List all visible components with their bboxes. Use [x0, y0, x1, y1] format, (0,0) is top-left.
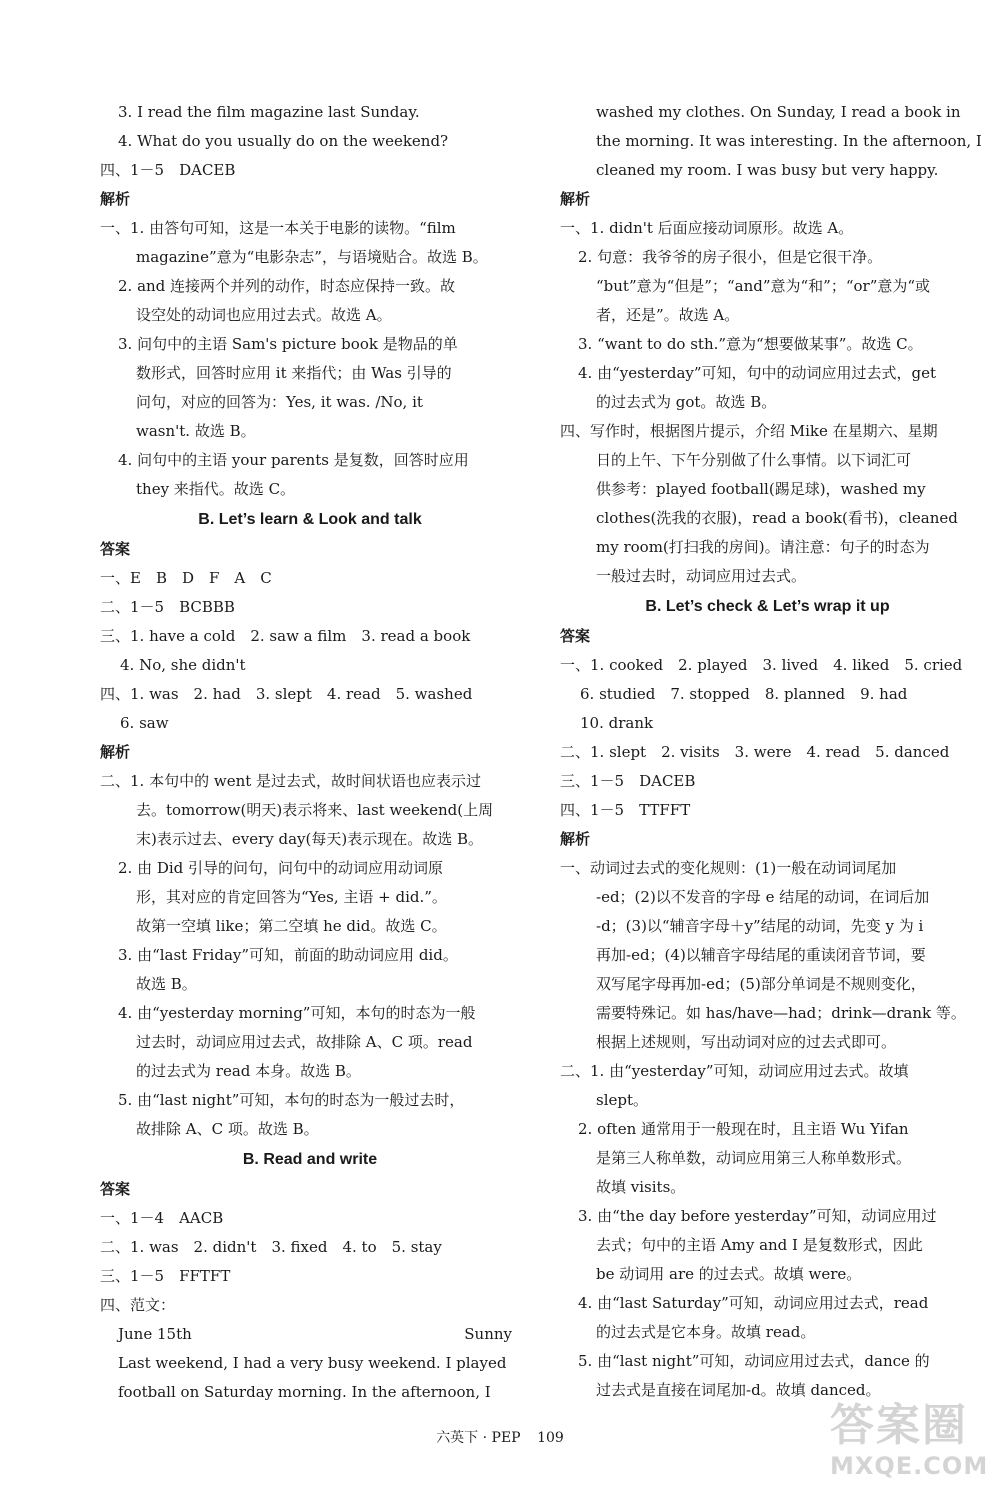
text-line: 故排除 A、C 项。故选 B。: [136, 1120, 319, 1138]
text-line: 5. 由“last night”可知，动词应用过去式，dance 的: [578, 1352, 930, 1370]
text-line: 形，其对应的肯定回答为“Yes, 主语 + did.”。: [136, 888, 447, 906]
text-line: 2. often 通常用于一般现在时，且主语 Wu Yifan: [578, 1120, 909, 1138]
analysis-heading: 解析: [100, 190, 131, 208]
left-column: [100, 98, 520, 1407]
text-line: 过去式是直接在词尾加-d。故填 danced。: [596, 1381, 881, 1399]
text-line: they 来指代。故选 C。: [136, 480, 296, 498]
essay-line: football on Saturday morning. In the afternoon, I: [118, 1383, 491, 1401]
right-column: [560, 98, 982, 1405]
analysis-heading: 解析: [560, 190, 591, 208]
text-line: 二、1. 由“yesterday”可知，动词应用过去式。故填: [560, 1062, 909, 1080]
answer-line: 三、1－5 DACEB: [560, 772, 696, 790]
text-line: 再加-ed；(4)以辅音字母结尾的重读闭音节词，要: [596, 946, 926, 964]
section-title: B. Read and write: [242, 1151, 378, 1168]
answer-line: 二、1. was 2. didn't 3. fixed 4. to 5. stay: [100, 1238, 442, 1256]
text-line: 故第一空填 like；第二空填 he did。故选 C。: [136, 917, 447, 935]
essay-line: the morning. It was interesting. In the afternoon, I: [596, 132, 982, 150]
text-line: 是第三人称单数，动词应用第三人称单数形式。: [596, 1149, 912, 1167]
text-line: 故填 visits。: [596, 1178, 686, 1196]
answer-line: 四、1－5 TTFFT: [560, 801, 691, 819]
answer-line: 二、1. slept 2. visits 3. were 4. read 5. danced: [560, 743, 950, 761]
text-line: 数形式，回答时应用 it 来指代；由 Was 引导的: [136, 364, 452, 382]
section-title: B. Let’s check & Let’s wrap it up: [645, 598, 890, 615]
essay-line: Last weekend, I had a very busy weekend. I played: [118, 1354, 507, 1372]
text-line: 3. 问句中的主语 Sam's picture book 是物品的单: [118, 335, 458, 353]
text-line: magazine”意为“电影杂志”，与语境贴合。故选 B。: [136, 248, 488, 266]
text-line: 二、1. 本句中的 went 是过去式，故时间状语也应表示过: [100, 772, 482, 790]
answer-line: 10. drank: [580, 714, 654, 732]
answer-line: 一、1. cooked 2. played 3. lived 4. liked 5. cried: [560, 656, 963, 674]
essay-weather: Sunny: [464, 1325, 512, 1343]
text-line: 4. What do you usually do on the weekend?: [118, 132, 449, 150]
text-line: 2. and 连接两个并列的动作，时态应保持一致。故: [118, 277, 456, 295]
text-line: 4. 由“last Saturday”可知，动词应用过去式，read: [578, 1294, 929, 1312]
text-line: 4. 由“yesterday morning”可知，本句的时态为一般: [118, 1004, 476, 1022]
text-line: 5. 由“last night”可知，本句的时态为一般过去时，: [118, 1091, 465, 1109]
analysis-heading: 解析: [560, 830, 591, 848]
answer-line: 四、1－5 DACEB: [100, 161, 236, 179]
text-line: 3. “want to do sth.”意为“想要做某事”。故选 C。: [578, 335, 923, 353]
answer-heading: 答案: [560, 627, 591, 645]
text-line: 者，还是”。故选 A。: [596, 306, 740, 324]
answer-line: 四、范文：: [100, 1296, 176, 1314]
answer-line: 一、E B D F A C: [100, 569, 272, 587]
text-line: 日的上午、下午分别做了什么事情。以下词汇可: [596, 451, 912, 469]
text-line: 的过去式为 read 本身。故选 B。: [136, 1062, 361, 1080]
text-line: 一、1. didn't 后面应接动词原形。故选 A。: [560, 219, 854, 237]
answer-heading: 答案: [100, 540, 131, 558]
answer-line: 一、1－4 AACB: [100, 1209, 224, 1227]
answer-line: 三、1. have a cold 2. saw a film 3. read a book: [100, 627, 471, 645]
essay-line: washed my clothes. On Sunday, I read a book in: [596, 103, 961, 121]
text-line: 供参考：played football(踢足球)，washed my: [596, 480, 926, 498]
essay-line: cleaned my room. I was busy but very happy.: [596, 161, 939, 179]
text-line: 过去时，动词应用过去式，故排除 A、C 项。read: [136, 1033, 473, 1051]
text-line: my room(打扫我的房间)。请注意：句子的时态为: [596, 538, 930, 556]
text-line: 一、1. 由答句可知，这是一本关于电影的读物。“film: [100, 219, 456, 237]
text-line: -ed；(2)以不发音的字母 e 结尾的动词，在词后加: [596, 888, 930, 906]
text-line: 3. 由“last Friday”可知，前面的助动词应用 did。: [118, 946, 458, 964]
text-line: 设空处的动词也应用过去式。故选 A。: [136, 306, 392, 324]
text-line: 3. 由“the day before yesterday”可知，动词应用过: [578, 1207, 937, 1225]
text-line: 去。tomorrow(明天)表示将来、last weekend(上周: [136, 801, 494, 819]
analysis-heading: 解析: [100, 743, 131, 761]
text-line: 末)表示过去、every day(每天)表示现在。故选 B。: [136, 830, 484, 848]
answer-line: 4. No, she didn't: [120, 656, 246, 674]
text-line: be 动词用 are 的过去式。故填 were。: [596, 1265, 862, 1283]
answer-line: 二、1－5 BCBBB: [100, 598, 235, 616]
text-line: -d；(3)以“辅音字母＋y”结尾的动词，先变 y 为 i: [596, 917, 924, 935]
text-line: 去式；句中的主语 Amy and I 是复数形式，因此: [596, 1236, 923, 1254]
text-line: 3. I read the film magazine last Sunday.: [118, 103, 420, 121]
text-line: 一般过去时，动词应用过去式。: [596, 567, 807, 585]
text-line: 2. 句意：我爷爷的房子很小，但是它很干净。: [578, 248, 883, 266]
watermark-domain: MXQE.COM: [830, 1452, 989, 1480]
section-title: B. Let’s learn & Look and talk: [198, 511, 422, 528]
text-line: 的过去式为 got。故选 B。: [596, 393, 777, 411]
text-line: 4. 由“yesterday”可知，句中的动词应用过去式，get: [578, 364, 937, 382]
answer-line: 6. saw: [120, 714, 169, 732]
page-number: 109: [537, 1430, 564, 1446]
text-line: 4. 问句中的主语 your parents 是复数，回答时应用: [118, 451, 469, 469]
book-label: 六英下 · PEP: [436, 1430, 521, 1446]
text-line: wasn't. 故选 B。: [136, 422, 256, 440]
text-line: 2. 由 Did 引导的问句，问句中的动词应用动词原: [118, 859, 444, 877]
answer-line: 四、1. was 2. had 3. slept 4. read 5. washed: [100, 685, 473, 703]
text-line: 问句，对应的回答为：Yes, it was. /No, it: [136, 393, 423, 411]
essay-header: [100, 1320, 520, 1349]
answer-heading: 答案: [100, 1180, 131, 1198]
watermark: [830, 1400, 990, 1490]
answer-line: 三、1－5 FFTFT: [100, 1267, 231, 1285]
text-line: 需要特殊记。如 has/have—had；drink—drank 等。: [596, 1004, 966, 1022]
text-line: “but”意为“但是”；“and”意为“和”；“or”意为“或: [596, 277, 931, 295]
watermark-logo-icon: 答案圈: [830, 1400, 968, 1451]
text-line: 双写尾字母再加-ed；(5)部分单词是不规则变化，: [596, 975, 926, 993]
text-line: 四、写作时，根据图片提示，介绍 Mike 在星期六、星期: [560, 422, 938, 440]
text-line: 一、动词过去式的变化规则：(1)一般在动词词尾加: [560, 859, 897, 877]
answer-line: 6. studied 7. stopped 8. planned 9. had: [580, 685, 908, 703]
text-line: clothes(洗我的衣服)，read a book(看书)，cleaned: [596, 509, 958, 527]
text-line: slept。: [596, 1091, 649, 1109]
essay-date: June 15th: [118, 1325, 192, 1343]
text-line: 根据上述规则，写出动词对应的过去式即可。: [596, 1033, 897, 1051]
text-line: 的过去式是它本身。故填 read。: [596, 1323, 816, 1341]
text-line: 故选 B。: [136, 975, 197, 993]
